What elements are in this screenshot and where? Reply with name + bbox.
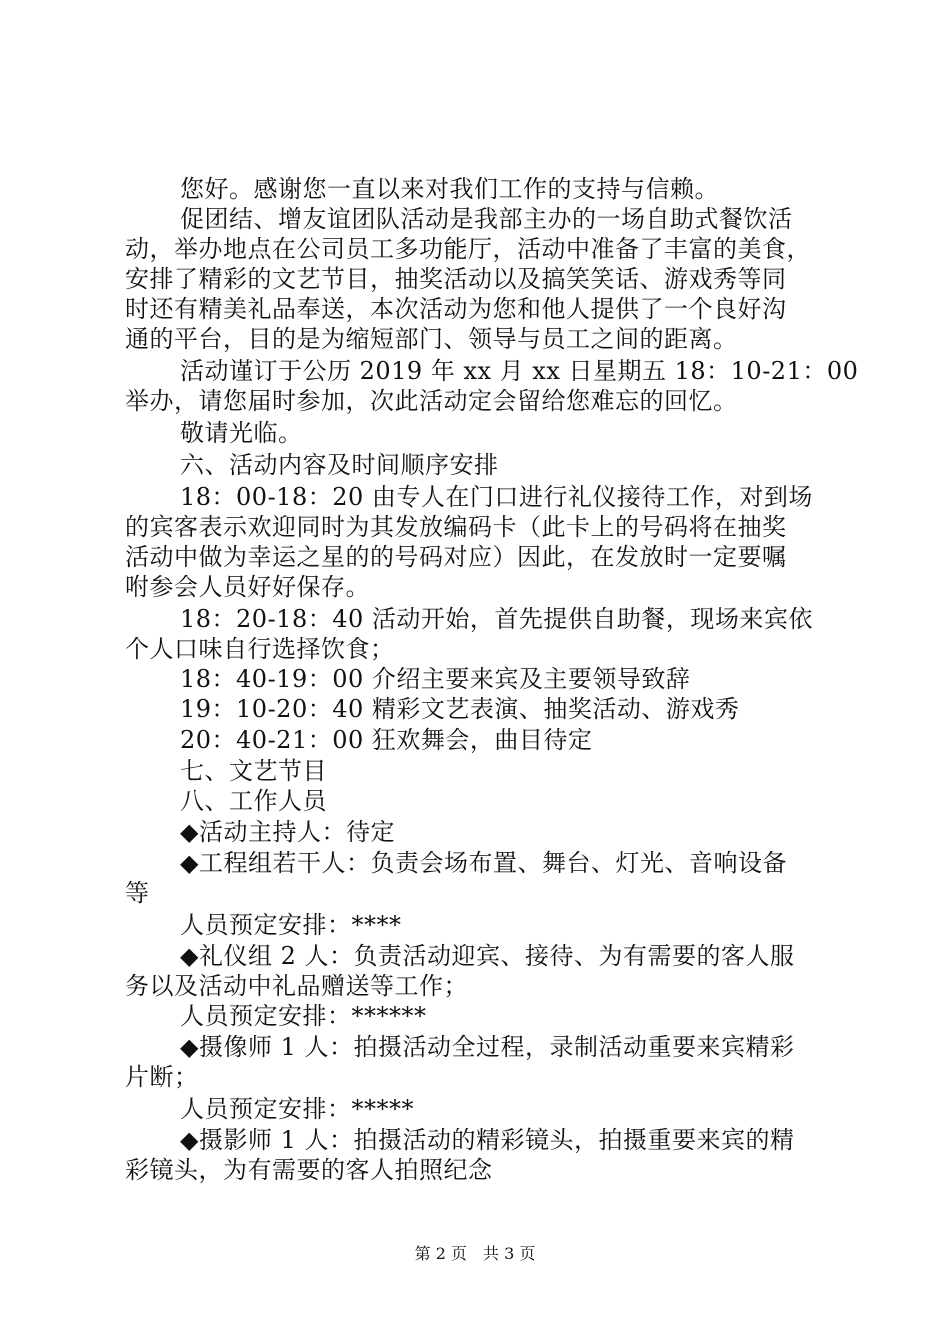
paragraph-line: 人员预定安排：****** [180, 1002, 427, 1030]
list-item: ◆礼仪组 2 人：负责活动迎宾、接待、为有需要的客人服 [180, 942, 795, 970]
paragraph-line: 通的平台，目的是为缩短部门、领导与员工之间的距离。 [125, 325, 738, 353]
paragraph-line: 等 [125, 879, 150, 907]
paragraph-line: 18：00-18：20 由专人在门口进行礼仪接待工作，对到场 [180, 483, 813, 511]
paragraph-line: 人员预定安排：***** [180, 1095, 414, 1123]
list-item: ◆摄像师 1 人：拍摄活动全过程，录制活动重要来宾精彩 [180, 1033, 795, 1061]
paragraph-line: 举办，请您届时参加，次此活动定会留给您难忘的回忆。 [125, 387, 738, 415]
paragraph-line: 务以及活动中礼品赠送等工作； [125, 972, 468, 1000]
paragraph-line: 的宾客表示欢迎同时为其发放编码卡（此卡上的号码将在抽奖 [125, 513, 787, 541]
paragraph-line: 安排了精彩的文艺节目，抽奖活动以及搞笑笑话、游戏秀等同 [125, 265, 787, 293]
paragraph-line: 活动中做为幸运之星的的号码对应）因此，在发放时一定要嘱 [125, 543, 787, 571]
section-heading: 六、活动内容及时间顺序安排 [180, 451, 499, 479]
list-item: ◆活动主持人：待定 [180, 818, 395, 846]
paragraph-line: 20：40-21：00 狂欢舞会，曲目待定 [180, 726, 593, 754]
paragraph-line: 彩镜头，为有需要的客人拍照纪念 [125, 1156, 493, 1184]
paragraph-line: 促团结、增友谊团队活动是我部主办的一场自助式餐饮活 [180, 205, 793, 233]
paragraph-line: 片断； [125, 1063, 199, 1091]
paragraph-line: 动，举办地点在公司员工多功能厅，活动中准备了丰富的美食， [125, 235, 811, 263]
paragraph-line: 个人口味自行选择饮食； [125, 635, 395, 663]
paragraph-line: 18：40-19：00 介绍主要来宾及主要领导致辞 [180, 665, 691, 693]
paragraph-line: 人员预定安排：**** [180, 911, 402, 939]
list-item: ◆工程组若干人：负责会场布置、舞台、灯光、音响设备 [180, 849, 787, 877]
section-heading: 七、文艺节目 [180, 757, 327, 785]
page-footer: 第 2 页 共 3 页 [414, 1244, 536, 1263]
paragraph-line: 时还有精美礼品奉送，本次活动为您和他人提供了一个良好沟 [125, 295, 787, 323]
paragraph-line: 18：20-18：40 活动开始，首先提供自助餐，现场来宾依 [180, 605, 813, 633]
section-heading: 八、工作人员 [180, 787, 327, 815]
paragraph-line: 咐参会人员好好保存。 [125, 573, 370, 601]
paragraph-line: 您好。感谢您一直以来对我们工作的支持与信赖。 [180, 175, 719, 203]
paragraph-line: 活动谨订于公历 2019 年 xx 月 xx 日星期五 18：10-21：00 [180, 357, 859, 385]
paragraph-line: 19：10-20：40 精彩文艺表演、抽奖活动、游戏秀 [180, 695, 740, 723]
list-item: ◆摄影师 1 人：拍摄活动的精彩镜头，拍摄重要来宾的精 [180, 1126, 795, 1154]
paragraph-line: 敬请光临。 [180, 419, 303, 447]
